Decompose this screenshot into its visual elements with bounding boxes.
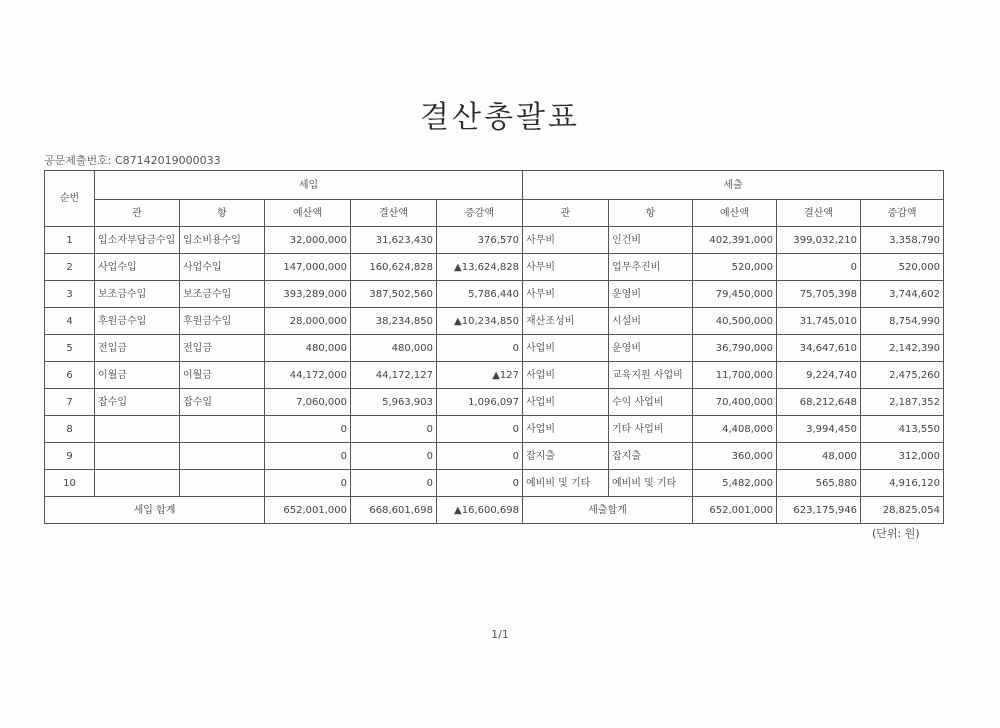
header-expense: 세출 [523,171,944,200]
expense-budget-cell: 4,408,000 [693,416,777,443]
expense-total-difference: 28,825,054 [861,497,944,524]
expense-settlement-cell: 399,032,210 [777,227,861,254]
expense-gwan-cell: 잡지출 [523,443,609,470]
income-total-settlement: 668,601,698 [351,497,437,524]
income-difference-cell: 376,570 [437,227,523,254]
table-row [45,362,944,389]
income-difference-cell: ▲127 [437,362,523,389]
unit-label: (단위: 원) [872,527,920,540]
income-hang-cell: 이월금 [180,362,265,389]
income-hang-cell: 전입금 [180,335,265,362]
document-number-label: 공문제출번호: [44,154,112,167]
income-budget-cell: 0 [265,443,351,470]
expense-difference-cell: 413,550 [861,416,944,443]
expense-settlement-cell: 565,880 [777,470,861,497]
table-row [45,443,944,470]
income-settlement-cell: 0 [351,470,437,497]
header-income-hang: 항 [180,200,265,227]
income-budget-cell: 393,289,000 [265,281,351,308]
income-settlement-cell: 480,000 [351,335,437,362]
income-gwan-cell: 이월금 [95,362,180,389]
expense-budget-cell: 11,700,000 [693,362,777,389]
income-difference-cell: 0 [437,416,523,443]
income-total-budget: 652,001,000 [265,497,351,524]
table-row [45,227,944,254]
expense-difference-cell: 2,142,390 [861,335,944,362]
income-gwan-cell: 사업수입 [95,254,180,281]
header-income-settlement: 결산액 [351,200,437,227]
expense-settlement-cell: 3,994,450 [777,416,861,443]
income-settlement-cell: 160,624,828 [351,254,437,281]
expense-difference-cell: 8,754,990 [861,308,944,335]
expense-difference-cell: 520,000 [861,254,944,281]
expense-budget-cell: 36,790,000 [693,335,777,362]
expense-gwan-cell: 사업비 [523,416,609,443]
income-hang-cell [180,443,265,470]
expense-budget-cell: 79,450,000 [693,281,777,308]
expense-gwan-cell: 사무비 [523,227,609,254]
row-number-cell: 3 [45,281,95,308]
income-hang-cell [180,470,265,497]
expense-hang-cell: 시설비 [609,308,693,335]
table-row [45,254,944,281]
header-income-budget: 예산액 [265,200,351,227]
income-gwan-cell: 보조금수입 [95,281,180,308]
header-income: 세입 [95,171,523,200]
expense-settlement-cell: 0 [777,254,861,281]
row-number-cell: 2 [45,254,95,281]
expense-settlement-cell: 9,224,740 [777,362,861,389]
table-row [45,416,944,443]
income-hang-cell: 잡수입 [180,389,265,416]
document-number-value: C87142019000033 [114,154,221,167]
income-difference-cell: 0 [437,335,523,362]
expense-gwan-cell: 사업비 [523,362,609,389]
income-difference-cell: ▲13,624,828 [437,254,523,281]
table-row [45,470,944,497]
income-settlement-cell: 0 [351,443,437,470]
expense-difference-cell: 4,916,120 [861,470,944,497]
expense-hang-cell: 잡지출 [609,443,693,470]
table-row [45,389,944,416]
expense-budget-cell: 40,500,000 [693,308,777,335]
row-number-cell: 10 [45,470,95,497]
income-budget-cell: 28,000,000 [265,308,351,335]
row-number-cell: 1 [45,227,95,254]
row-number-cell: 4 [45,308,95,335]
income-total-label: 세입 합계 [45,497,265,524]
header-expense-difference: 증감액 [861,200,944,227]
income-hang-cell: 후원금수입 [180,308,265,335]
expense-budget-cell: 360,000 [693,443,777,470]
expense-gwan-cell: 사업비 [523,389,609,416]
header-income-gwan: 관 [95,200,180,227]
table-row [45,281,944,308]
income-gwan-cell: 잡수입 [95,389,180,416]
settlement-table [44,170,944,524]
expense-hang-cell: 운영비 [609,281,693,308]
income-settlement-cell: 5,963,903 [351,389,437,416]
row-number-cell: 7 [45,389,95,416]
expense-gwan-cell: 사업비 [523,335,609,362]
expense-difference-cell: 3,358,790 [861,227,944,254]
income-budget-cell: 7,060,000 [265,389,351,416]
expense-difference-cell: 3,744,602 [861,281,944,308]
document-number [44,152,221,168]
income-gwan-cell [95,416,180,443]
expense-difference-cell: 2,475,260 [861,362,944,389]
header-expense-gwan: 관 [523,200,609,227]
income-budget-cell: 44,172,000 [265,362,351,389]
income-hang-cell: 입소비용수입 [180,227,265,254]
expense-settlement-cell: 48,000 [777,443,861,470]
expense-hang-cell: 기타 사업비 [609,416,693,443]
expense-gwan-cell: 예비비 및 기타 [523,470,609,497]
income-hang-cell: 사업수입 [180,254,265,281]
row-number-cell: 5 [45,335,95,362]
income-settlement-cell: 31,623,430 [351,227,437,254]
income-difference-cell: 5,786,440 [437,281,523,308]
row-number-cell: 8 [45,416,95,443]
income-budget-cell: 0 [265,416,351,443]
income-budget-cell: 32,000,000 [265,227,351,254]
page-number: 1/1 [491,628,509,641]
income-budget-cell: 480,000 [265,335,351,362]
expense-total-settlement: 623,175,946 [777,497,861,524]
expense-gwan-cell: 재산조성비 [523,308,609,335]
income-budget-cell: 0 [265,470,351,497]
expense-budget-cell: 402,391,000 [693,227,777,254]
totals-row [45,497,944,524]
expense-hang-cell: 교육지원 사업비 [609,362,693,389]
income-hang-cell: 보조금수입 [180,281,265,308]
expense-gwan-cell: 사무비 [523,254,609,281]
income-gwan-cell [95,443,180,470]
expense-gwan-cell: 사무비 [523,281,609,308]
expense-settlement-cell: 68,212,648 [777,389,861,416]
income-total-difference: ▲16,600,698 [437,497,523,524]
income-difference-cell: 0 [437,443,523,470]
income-gwan-cell: 입소자부담금수입 [95,227,180,254]
income-settlement-cell: 44,172,127 [351,362,437,389]
expense-hang-cell: 예비비 및 기타 [609,470,693,497]
expense-settlement-cell: 34,647,610 [777,335,861,362]
income-hang-cell [180,416,265,443]
expense-budget-cell: 520,000 [693,254,777,281]
expense-difference-cell: 312,000 [861,443,944,470]
expense-budget-cell: 70,400,000 [693,389,777,416]
page-title: 결산총괄표 [420,100,580,135]
expense-settlement-cell: 31,745,010 [777,308,861,335]
table-row [45,335,944,362]
income-settlement-cell: 0 [351,416,437,443]
income-settlement-cell: 387,502,560 [351,281,437,308]
expense-budget-cell: 5,482,000 [693,470,777,497]
expense-hang-cell: 업무추진비 [609,254,693,281]
income-difference-cell: 0 [437,470,523,497]
income-difference-cell: ▲10,234,850 [437,308,523,335]
income-budget-cell: 147,000,000 [265,254,351,281]
expense-hang-cell: 인건비 [609,227,693,254]
expense-hang-cell: 수익 사업비 [609,389,693,416]
table-row [45,308,944,335]
expense-hang-cell: 운영비 [609,335,693,362]
expense-difference-cell: 2,187,352 [861,389,944,416]
row-number-cell: 6 [45,362,95,389]
expense-total-label: 세출합계 [523,497,693,524]
header-expense-settlement: 결산액 [777,200,861,227]
income-gwan-cell: 전입금 [95,335,180,362]
row-number-cell: 9 [45,443,95,470]
header-no: 순번 [45,171,95,227]
income-gwan-cell: 후원금수입 [95,308,180,335]
expense-settlement-cell: 75,705,398 [777,281,861,308]
income-settlement-cell: 38,234,850 [351,308,437,335]
header-expense-budget: 예산액 [693,200,777,227]
header-expense-hang: 항 [609,200,693,227]
income-gwan-cell [95,470,180,497]
income-difference-cell: 1,096,097 [437,389,523,416]
header-income-difference: 증감액 [437,200,523,227]
expense-total-budget: 652,001,000 [693,497,777,524]
